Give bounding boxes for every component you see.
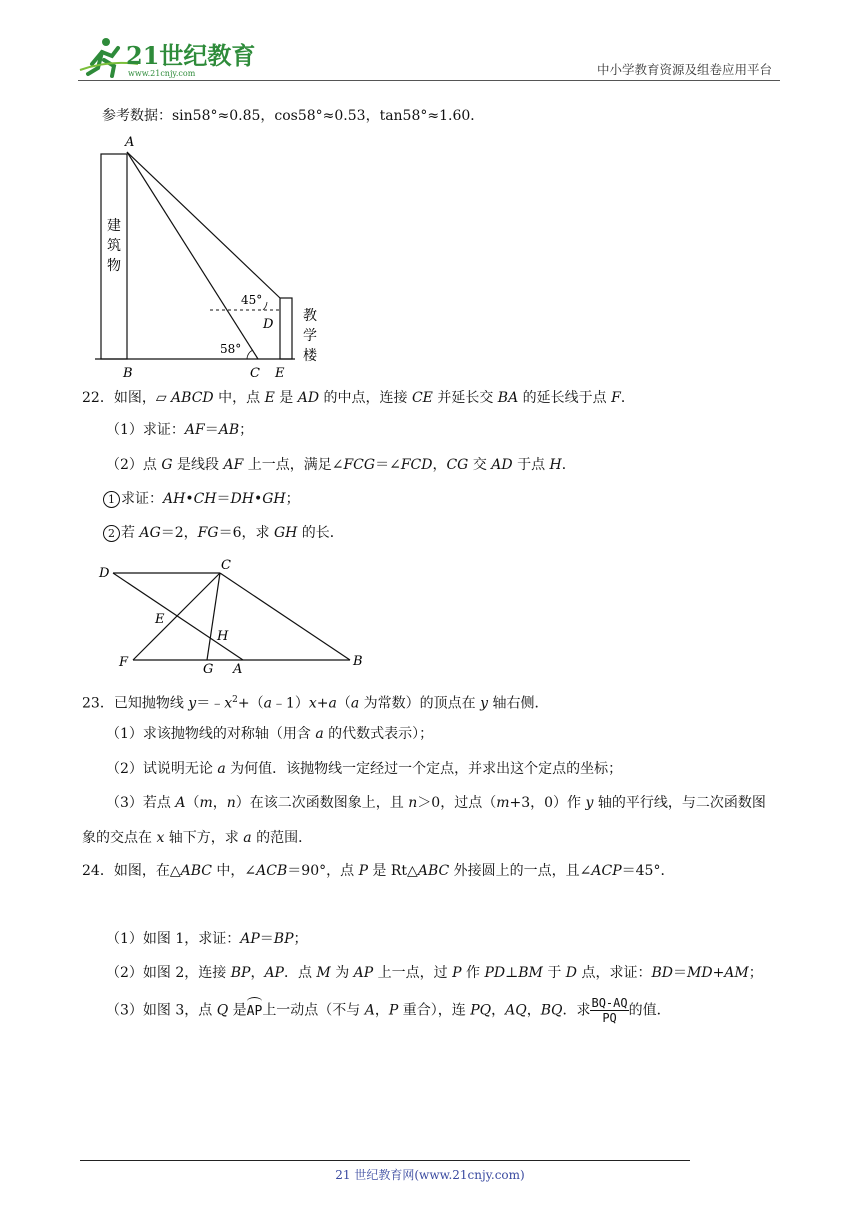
logo-text: 21世纪教育 [126,41,256,70]
school-label: 教学楼 [303,308,317,364]
fraction: $\frac{BQ-AQ}{PQ}$ [591,996,628,1025]
q23-part1: （1）求该抛物线的对称轴（用含 a 的代数式表示）； [106,726,434,742]
q22-part2: （2）点 G 是线段 AF 上一点，满足∠FCG＝∠FCD，CG 交 AD 于点 H． [106,457,576,473]
p2-label-B: B [353,654,363,669]
q23-part3-cont: 象的交点在 x 轴下方，求 a 的范围． [82,830,313,846]
q23-stem: 23．已知抛物线 $y=﹣x^2+(a﹣1)x+a(a$ 为常数）的顶点在 y 轴右侧． [82,695,549,712]
figure-parallelogram [95,555,375,684]
reference-data: 参考数据：sin58°≈0.85，cos58°≈0.53，tan58°≈1.60． [102,108,485,124]
q23-part3: （3）若点 A（m，n）在该二次函数图象上，且 n＞0，过点（m+3，0）作 y 轴的平行线，与二次函数图 [106,795,766,811]
site-logo [78,34,258,80]
p2-label-G: G [203,662,214,677]
p2-label-E: E [155,612,165,627]
q24-part3: （3）如图 3，点 Q 是AP上一动点（不与 A，P 重合），连 PQ，AQ，BQ．求 $\frac{BQ-AQ}{PQ}$ 的值． [106,996,671,1025]
angle-45: 45° [241,293,263,307]
angle-58: 58° [220,342,242,356]
label-A: A [125,135,135,150]
p2-label-F: F [119,655,129,670]
p2-label-H: H [217,629,229,644]
building-label: 建筑物 [107,218,121,274]
logo-url: www.21cnjy.com [128,69,196,78]
figure-building [95,130,355,389]
q22-sub2: 2 若 AG＝2，FG＝6，求 GH 的长． [103,523,344,543]
p2-label-C: C [221,558,231,573]
footer-divider [80,1160,690,1161]
label-B: B [123,366,133,381]
q24-stem: 24．如图，在△ABC 中，∠ACB＝90°，点 P 是 Rt△ABC 外接圆上的一点，且∠ACP＝45°． [82,863,675,879]
label-C: C [250,366,260,381]
q22-part1: （1）求证：AF＝AB； [106,422,254,438]
arc-AP: AP [247,1002,263,1022]
header-divider [78,80,780,81]
p2-label-D: D [99,566,110,581]
q24-part2: （2）如图 2，连接 BP，AP．点 M 为 AP 上一点，过 P 作 PD⊥BM 于 D 点，求证：BD＝MD+AM； [106,965,763,981]
q24-part1: （1）如图 1，求证：AP＝BP； [106,931,308,947]
platform-name: 中小学教育资源及组卷应用平台 [596,62,772,77]
q23-part2: （2）试说明无论 a 为何值．该抛物线一定经过一个定点，并求出这个定点的坐标； [106,761,623,777]
label-E: E [275,366,285,381]
footer-text: 21 世纪教育网(www.21cnjy.com) [335,1168,525,1182]
q22-sub1: 1 求证：AH•CH＝DH•GH； [103,489,300,509]
q22-stem: 22．如图，▱ ABCD 中，点 E 是 AD 的中点，连接 CE 并延长交 BA 的延长线于点 F． [82,390,635,406]
p2-label-A: A [233,662,243,677]
label-D: D [263,317,274,332]
